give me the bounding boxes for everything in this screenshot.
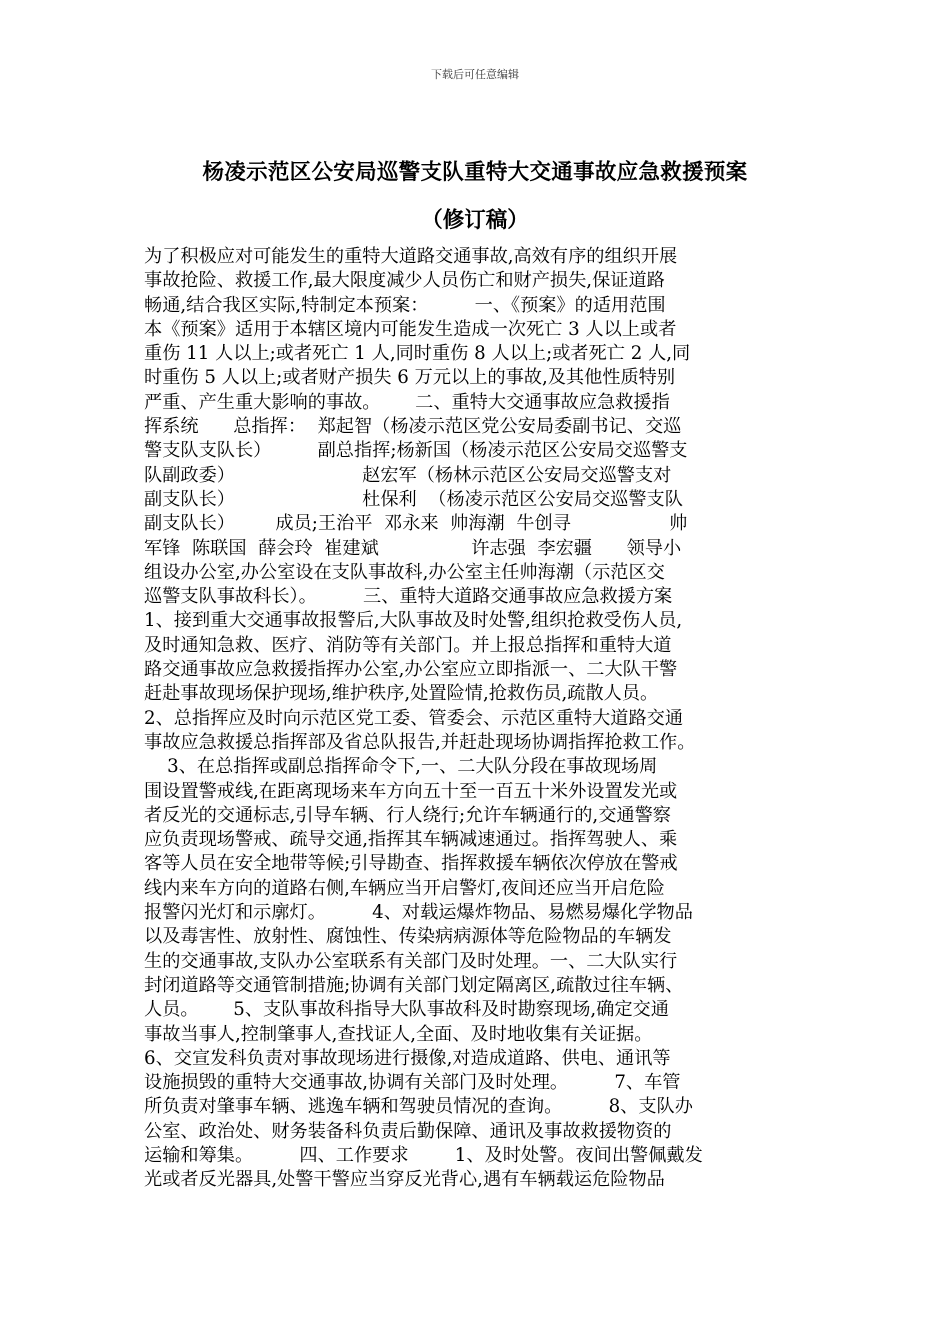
- body-line: 客等人员在安全地带等候;引导勘查、指挥救援车辆依次停放在警戒: [144, 853, 678, 875]
- body-line: 时重伤 5 人以上;或者财产损失 6 万元以上的事故,及其他性质特别: [144, 367, 676, 389]
- body-line: 6、交宣发科负责对事故现场进行摄像,对造成道路、供电、通讯等: [144, 1047, 671, 1069]
- body-line: 线内来车方向的道路右侧,车辆应当开启警灯,夜间还应当开启危险: [144, 877, 665, 899]
- document-title: 杨凌示范区公安局巡警支队重特大交通事故应急救援预案: [202, 160, 748, 185]
- body-line: 及时通知急救、医疗、消防等有关部门。并上报总指挥和重特大道: [144, 634, 672, 656]
- body-line: 重伤 11 人以上;或者死亡 1 人,同时重伤 8 人以上;或者死亡 2 人,同: [144, 343, 691, 365]
- body-line: 警支队支队长） 副总指挥;杨新国（杨凌示范区公安局交巡警支: [144, 440, 688, 462]
- body-line: 3、在总指挥或副总指挥命令下,一、二大队分段在事故现场周: [144, 756, 658, 778]
- body-line: 副支队长） 成员;王治平 邓永来 帅海潮 牛创寻 帅: [144, 513, 688, 535]
- body-line: 路交通事故应急救援指挥办公室,办公室应立即指派一、二大队干警: [144, 659, 678, 681]
- body-line: 为了积极应对可能发生的重特大道路交通事故,高效有序的组织开展: [144, 246, 678, 267]
- body-line: 副支队长） 杜保利 （杨凌示范区公安局交巡警支队: [144, 488, 683, 510]
- document-body: [144, 245, 812, 1193]
- body-line: 封闭道路等交通管制措施;协调有关部门划定隔离区,疏散过往车辆、: [144, 974, 684, 996]
- body-line: 军锋 陈联国 薛会玲 崔建斌 许志强 李宏疆 领导小: [144, 537, 682, 559]
- body-line: 队副政委） 赵宏军（杨林示范区公安局交巡警支对: [144, 464, 672, 486]
- body-line: 1、接到重大交通事故报警后,大队事故及时处警,组织抢救受伤人员,: [144, 610, 683, 632]
- body-line: 巡警支队事故科长）。 三、重特大道路交通事故应急救援方案: [144, 586, 673, 608]
- body-line: 光或者反光器具,处警干警应当穿反光背心,遇有车辆载运危险物品: [144, 1169, 665, 1191]
- body-line: 本《预案》适用于本辖区境内可能发生造成一次死亡 3 人以上或者: [144, 318, 677, 340]
- body-line: 设施损毁的重特大交通事故,协调有关部门及时处理。 7、车管: [144, 1072, 681, 1094]
- body-line: 所负责对肇事车辆、逃逸车辆和驾驶员情况的查询。 8、支队办: [144, 1096, 693, 1118]
- body-line: 以及毒害性、放射性、腐蚀性、传染病病源体等危险物品的车辆发: [144, 926, 672, 948]
- body-line: 生的交通事故,支队办公室联系有关部门及时处理。一、二大队实行: [144, 950, 678, 972]
- body-line: 挥系统 总指挥： 郑起智（杨凌示范区党公安局委副书记、交巡: [144, 416, 682, 438]
- body-line: 事故当事人,控制肇事人,查找证人,全面、及时地收集有关证据。: [144, 1023, 653, 1045]
- body-line: 事故应急救援总指挥部及省总队报告,并赶赴现场协调指挥抢救工作。: [144, 731, 696, 753]
- body-line: 运输和筹集。 四、工作要求 1、及时处警。夜间出警佩戴发: [144, 1144, 703, 1166]
- body-line: 严重、产生重大影响的事故。 二、重特大交通事故应急救援指: [144, 391, 670, 413]
- body-line: 应负责现场警戒、疏导交通,指挥其车辆减速通过。指挥驾驶人、乘: [144, 829, 678, 851]
- body-line: 组设办公室,办公室设在支队事故科,办公室主任帅海潮（示范区交: [144, 561, 665, 583]
- body-line: 人员。 5、支队事故科指导大队事故科及时勘察现场,确定交通: [144, 999, 669, 1021]
- body-line: 者反光的交通标志,引导车辆、行人绕行;允许车辆通行的,交通警察: [144, 804, 671, 826]
- body-line: 赶赴事故现场保护现场,维护秩序,处置险情,抢救伤员,疏散人员。: [144, 683, 659, 705]
- body-line: 事故抢险、救援工作,最大限度减少人员伤亡和财产损失,保证道路: [144, 270, 665, 292]
- body-line: 畅通,结合我区实际,特制定本预案： 一、《预案》的适用范围: [144, 294, 666, 316]
- header-note: 下载后可任意编辑: [431, 68, 519, 81]
- body-line: 公室、政治处、财务装备科负责后勤保障、通讯及事故救援物资的: [144, 1120, 672, 1142]
- document-subtitle: （修订稿）: [421, 208, 529, 233]
- body-line: 2、总指挥应及时向示范区党工委、管委会、示范区重特大道路交通: [144, 707, 684, 729]
- body-line: 报警闪光灯和示廓灯。 4、对载运爆炸物品、易燃易爆化学物品: [144, 902, 693, 924]
- body-line: 围设置警戒线,在距离现场来车方向五十至一百五十米外设置发光或: [144, 780, 678, 802]
